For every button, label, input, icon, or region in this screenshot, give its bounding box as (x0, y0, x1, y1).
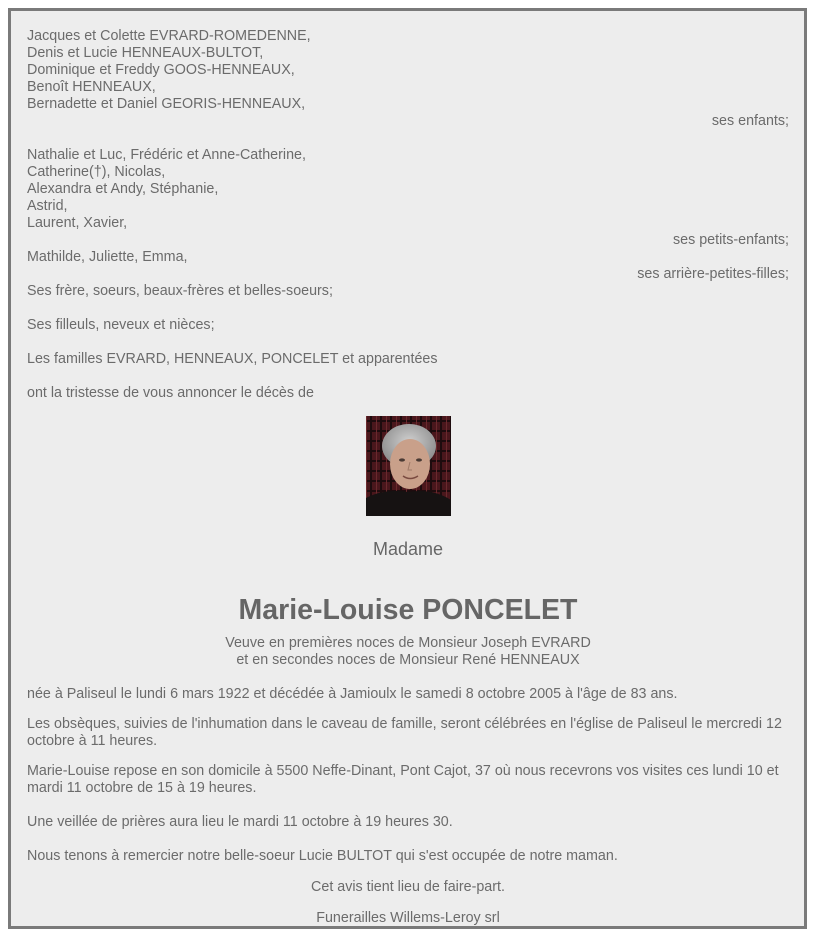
family-line: Laurent, Xavier, (27, 215, 128, 231)
families-line: Les familles EVRARD, HENNEAUX, PONCELET et apparentées (27, 351, 438, 367)
grandchildren-label: ses petits-enfants; (672, 232, 789, 248)
deceased-name: Marie-Louise PONCELET (238, 594, 578, 626)
family-line: Nathalie et Luc, Frédéric et Anne-Catherine, (27, 147, 306, 163)
family-line: Mathilde, Juliette, Emma, (27, 249, 188, 265)
widow-line: Veuve en premières noces de Monsieur Joseph EVRARD (225, 635, 591, 651)
godchildren-line: Ses filleuls, neveux et nièces; (27, 317, 215, 333)
family-line: Astrid, (27, 198, 68, 214)
announcement-line: ont la tristesse de vous annoncer le décès de (27, 385, 314, 401)
children-label: ses enfants; (711, 113, 789, 129)
visitation-paragraph: Marie-Louise repose en son domicile à 5500 Neffe-Dinant, Pont Cajot, 37 où nous recevrons vos visites ces lundi 10 et mardi 11 octobre de 15 à 19 heures. (27, 763, 779, 796)
obituary-content (27, 28, 789, 927)
family-line: Denis et Lucie HENNEAUX-BULTOT, (27, 45, 264, 61)
family-line: Jacques et Colette EVRARD-ROMEDENNE, (27, 28, 311, 44)
funeral-paragraph: Les obsèques, suivies de l'inhumation dans le caveau de famille, seront célébrées en l'église de Paliseul le mercredi 12 octobre à 11 heures. (27, 716, 782, 749)
portrait-photo (366, 416, 451, 516)
birth-death-line: née à Paliseul le lundi 6 mars 1922 et décédée à Jamioulx le samedi 8 octobre 2005 à l'âge de 83 ans. (27, 686, 678, 702)
family-line: Dominique et Freddy GOOS-HENNEAUX, (27, 62, 295, 78)
family-line: Benoît HENNEAUX, (27, 79, 156, 95)
family-line: Catherine(†), Nicolas, (27, 164, 166, 180)
portrait-image (366, 416, 451, 516)
honorific: Madame (372, 539, 444, 559)
widow-line: et en secondes noces de Monsieur René HENNEAUX (236, 652, 580, 668)
vigil-line: Une veillée de prières aura lieu le mardi 11 octobre à 19 heures 30. (27, 814, 453, 830)
siblings-line: Ses frère, soeurs, beaux-frères et belles-soeurs; (27, 283, 333, 299)
notice-line: Cet avis tient lieu de faire-part. (311, 879, 505, 895)
obituary-frame (8, 8, 807, 929)
family-line: Bernadette et Daniel GEORIS-HENNEAUX, (27, 96, 306, 112)
thanks-line: Nous tenons à remercier notre belle-soeur Lucie BULTOT qui s'est occupée de notre maman. (27, 848, 618, 864)
family-line: Alexandra et Andy, Stéphanie, (27, 181, 219, 197)
funeral-home: Funerailles Willems-Leroy srl (316, 910, 500, 926)
great-grandchildren-label: ses arrière-petites-filles; (637, 266, 789, 282)
